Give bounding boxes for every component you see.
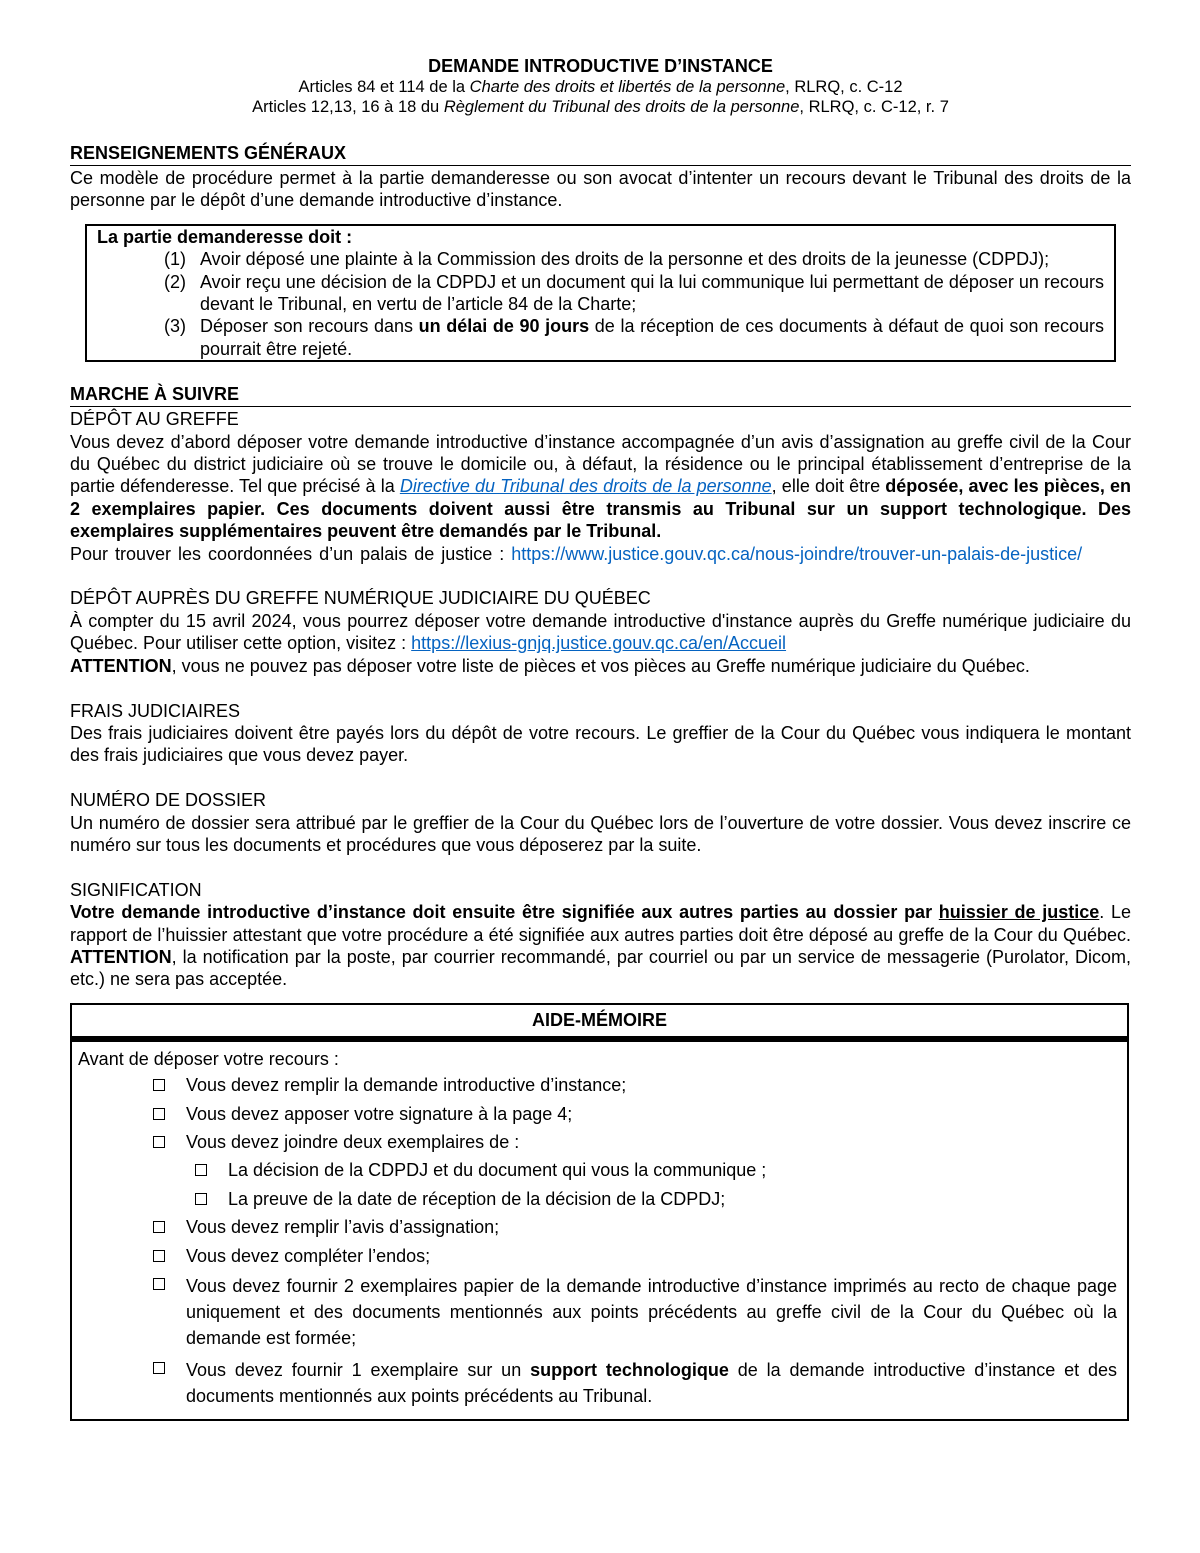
legal-reference-text: Articles 84 et 114 de la: [298, 78, 470, 96]
procedure-heading: MARCHE À SUIVRE: [70, 384, 1131, 407]
checklist: [78, 1074, 1117, 1409]
checklist-text: Vous devez fournir 2 exemplaires papier de la demande introductive d’instance imprimés au recto de chaque page uniquement et des documents mentionnés aux points précédents au greffe civil de la Cour du Québec où la demande est formée;: [186, 1276, 1117, 1348]
legal-reference-charte: [70, 77, 1131, 97]
aide-memoire-title: AIDE-MÉMOIRE: [72, 1005, 1127, 1042]
checklist-text-part: de la demande introductive d’instance et des documents mentionnés aux points précédents au Tribunal.: [186, 1360, 1117, 1406]
requirement-item: [97, 248, 1104, 270]
checkbox-icon[interactable]: [152, 1273, 186, 1295]
reglement-title: Règlement du Tribunal des droits de la personne: [443, 98, 800, 116]
checklist-item: [78, 1245, 1117, 1267]
numerique-heading: DÉPÔT AUPRÈS DU GREFFE NUMÉRIQUE JUDICIAIRE DU QUÉBEC: [70, 588, 651, 609]
greffe-bold-text: déposée, avec les pièces, en 2 exemplaires papier. Ces documents doivent aussi être transmis au Tribunal sur un support technologique. Des exemplaires supplémentaires peuvent être demandés par le Tribunal.: [70, 476, 1131, 542]
legal-reference-reglement: [70, 97, 1131, 117]
general-info-text: Ce modèle de procédure permet à la partie demanderesse ou son avocat d’intenter un recours devant le Tribunal des droits de la personne par le dépôt d’une demande introductive d’instance.: [70, 168, 1131, 211]
greffe-text: [70, 431, 1131, 543]
checklist-text: Vous devez remplir l’avis d’assignation;: [186, 1217, 500, 1238]
checklist-subitem: [78, 1159, 1117, 1181]
requirement-text-part: de la réception de ces documents à défaut de quoi son recours pourrait être rejeté.: [200, 316, 1104, 359]
legal-reference-text: , RLRQ, c. C-12: [785, 78, 903, 96]
dossier-heading: NUMÉRO DE DOSSIER: [70, 790, 267, 811]
requirement-text: [200, 315, 1104, 360]
palais-label: Pour trouver les coordonnées d’un palais de justice :: [70, 543, 512, 564]
numerique-text-part: À compter du 15 avril 2024, vous pourrez déposer votre demande introductive d'instance auprès du Greffe numérique judiciaire du Québec. Pour utiliser cette option, visitez :: [70, 610, 1131, 654]
checklist-text: La preuve de la date de réception de la décision de la CDPDJ;: [228, 1188, 726, 1209]
signification-text-part: , la notification par la poste, par courrier recommandé, par courriel ou par un service de messagerie (Purolator, Dicom, etc.) ne sera pas acceptée.: [70, 946, 1131, 990]
requirement-text-part: Déposer son recours dans: [200, 316, 419, 337]
dossier-text: Un numéro de dossier sera attribué par le greffier de la Cour du Québec lors de l’ouverture de votre dossier. Vous devez inscrire ce numéro sur tous les documents et procédures que vous déposerez par la suite.: [70, 812, 1131, 855]
checklist-item: [78, 1131, 1117, 1153]
checkbox-icon[interactable]: [194, 1159, 228, 1181]
checklist-text: Vous devez joindre deux exemplaires de :: [186, 1131, 520, 1152]
checklist-text: Vous devez remplir la demande introductive d’instance;: [186, 1075, 627, 1096]
greffe-heading: DÉPÔT AU GREFFE: [70, 409, 239, 430]
requirements-heading: La partie demanderesse doit :: [97, 226, 353, 247]
signification-bold-text: Votre demande introductive d’instance doit ensuite être signifiée aux autres parties au dossier par: [70, 902, 939, 923]
checkbox-icon[interactable]: [194, 1188, 228, 1210]
general-info-heading: RENSEIGNEMENTS GÉNÉRAUX: [70, 143, 1131, 166]
document-title: DEMANDE INTRODUCTIVE D’INSTANCE: [428, 56, 773, 76]
support-emphasis: support technologique: [530, 1360, 729, 1380]
checklist-text: La décision de la CDPDJ et du document qui vous la communique ;: [228, 1160, 767, 1181]
aide-memoire-box: [70, 1003, 1129, 1421]
signification-text-part: . Le rapport de l’huissier attestant que votre procédure a été signifiée aux autres parties doit être déposé au greffe de la Cour du Québec.: [70, 902, 1132, 945]
requirement-item: [97, 271, 1104, 316]
checkbox-icon[interactable]: [152, 1245, 186, 1267]
checklist-item: [78, 1103, 1117, 1125]
requirements-list: [97, 248, 1104, 360]
checkbox-icon[interactable]: [152, 1131, 186, 1153]
attention-label: ATTENTION: [70, 655, 172, 676]
title-block: [70, 55, 1131, 117]
frais-text: Des frais judiciaires doivent être payés lors du dépôt de votre recours. Le greffier de la Cour du Québec vous indiquera le montant des frais judiciaires que vous devez payer.: [70, 722, 1131, 766]
palais-text: [70, 543, 1131, 565]
document-page: [70, 55, 1131, 1421]
huissier-emphasis: huissier de justice: [938, 902, 1100, 923]
requirement-number: (1): [164, 249, 186, 270]
requirement-number: (3): [164, 316, 186, 337]
lexius-link[interactable]: https://lexius-gnjq.justice.gouv.qc.ca/en/Accueil: [411, 633, 787, 654]
requirement-item: [97, 315, 1104, 360]
checklist-text: Vous devez compléter l’endos;: [186, 1245, 431, 1266]
checklist-item: [78, 1074, 1117, 1096]
checklist-item: [78, 1216, 1117, 1238]
attention-text: , vous ne pouvez pas déposer votre liste de pièces et vos pièces au Greffe numérique judiciaire du Québec.: [171, 655, 1030, 676]
attention-label: ATTENTION: [70, 946, 172, 967]
requirements-box: [85, 224, 1116, 362]
requirement-text: Avoir reçu une décision de la CDPDJ et un document qui la lui communique lui permettant de déposer un recours devant le Tribunal, en vertu de l’article 84 de la Charte;: [200, 271, 1104, 315]
numerique-attention: [70, 655, 1131, 677]
requirement-text: Avoir déposé une plainte à la Commission des droits de la personne et des droits de la jeunesse (CDPDJ);: [200, 249, 1050, 270]
checklist-text-part: Vous devez fournir 1 exemplaire sur un: [186, 1360, 531, 1380]
checkbox-icon[interactable]: [152, 1216, 186, 1238]
signification-heading: SIGNIFICATION: [70, 879, 202, 900]
greffe-text-part: Vous devez d’abord déposer votre demande introductive d’instance accompagnée d’un avis d’assignation au greffe civil de la Cour du Québec du district judiciaire où se trouve le domicile ou, à défaut, la résidence ou le principal établissement d’entreprise de la partie défenderesse. Tel que précisé à la: [70, 431, 1131, 497]
checklist-item: [78, 1357, 1117, 1409]
checklist-subitem: [78, 1188, 1117, 1210]
checklist-text: Vous devez apposer votre signature à la page 4;: [186, 1103, 573, 1124]
checkbox-icon[interactable]: [152, 1103, 186, 1125]
directive-link[interactable]: Directive du Tribunal des droits de la personne: [399, 476, 772, 497]
aide-memoire-intro: Avant de déposer votre recours :: [78, 1048, 339, 1069]
charte-title: Charte des droits et libertés de la personne: [469, 78, 786, 96]
frais-heading: FRAIS JUDICIAIRES: [70, 700, 241, 721]
palais-link[interactable]: https://www.justice.gouv.qc.ca/nous-joindre/trouver-un-palais-de-justice/: [511, 543, 1083, 564]
legal-reference-text: , RLRQ, c. C-12, r. 7: [799, 98, 949, 116]
checklist-item: [78, 1273, 1117, 1351]
signification-text: [70, 901, 1131, 991]
greffe-text-part: , elle doit être: [771, 476, 886, 497]
aide-memoire-body: [72, 1042, 1127, 1419]
requirement-number: (2): [164, 271, 186, 292]
numerique-text: [70, 610, 1131, 655]
checkbox-icon[interactable]: [152, 1357, 186, 1379]
legal-reference-text: Articles 12,13, 16 à 18 du: [252, 98, 444, 116]
checklist-text: [186, 1357, 1117, 1409]
checkbox-icon[interactable]: [152, 1074, 186, 1096]
delay-emphasis: un délai de 90 jours: [418, 316, 590, 337]
